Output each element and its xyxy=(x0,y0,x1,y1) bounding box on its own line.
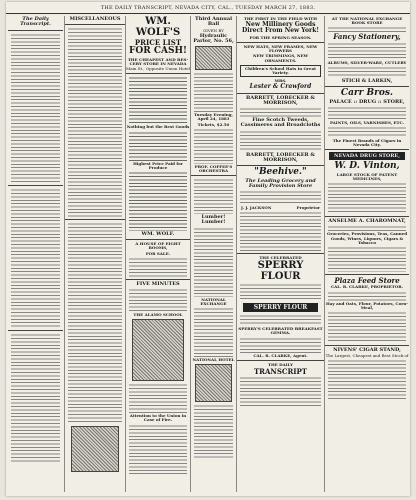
plaza-feed-store: Plaza Feed Store xyxy=(334,276,400,286)
nivens-heading: NIVENS' CIGAR STAND, xyxy=(333,346,401,353)
mail-line: Attention to the Union in Case of Fire. xyxy=(129,413,187,423)
daily-label: THE DAILY xyxy=(267,361,294,367)
for-sale-heading: FOR SALE. xyxy=(145,250,171,256)
sperry-intro: THE CELEBRATED xyxy=(259,255,302,261)
article-text xyxy=(194,128,233,164)
jackson-name: J. J. JACKSON xyxy=(241,205,272,211)
article-text xyxy=(240,130,321,152)
barrett-footer: BARRETT, LOBECKER & MORRISON, xyxy=(246,151,315,163)
article-text xyxy=(328,225,406,231)
ball-date: Tuesday Evening, April 24, 1883 xyxy=(194,112,233,122)
vinton-heading: W. D. Vinton, xyxy=(334,161,400,172)
article-text xyxy=(129,383,187,413)
jackson-row xyxy=(241,205,320,210)
beehive-subheading: The Leading Grocery and Family Provision Store xyxy=(245,177,316,189)
for-cash-heading: FOR CASH! xyxy=(129,46,187,57)
groceries-line: Groceries, Provisions, Teas, Canned Goods, Wines, Liquors, Cigars & Tobacco xyxy=(326,231,408,245)
wolf-note: Nothing but the Best Goods xyxy=(126,124,190,130)
barrett-heading: BARRETT, LOBECKER & MORRISON, xyxy=(246,94,315,106)
lumber-heading: Lumber! Lumber! xyxy=(201,214,226,226)
article-text xyxy=(68,27,122,217)
article-text xyxy=(240,283,321,301)
newspaper-page xyxy=(6,2,410,496)
beehive-heading: "Beehive." xyxy=(254,167,307,178)
wolf-note-2: Highest Price Paid for Produce xyxy=(133,160,183,170)
price-list-heading: PRICE LIST xyxy=(134,38,182,47)
lester-crawford: Lester & Crawford xyxy=(249,83,312,91)
hotel-heading: NATIONAL HOTEL xyxy=(192,357,235,362)
article-text xyxy=(129,288,187,312)
article-text xyxy=(328,246,406,272)
wolf-name: WM. WOLF'S xyxy=(135,16,181,38)
proprietor-label: Proprietor xyxy=(296,205,320,211)
children-hats-box: Children's School Hats in Great Variety. xyxy=(240,65,321,77)
article-text xyxy=(328,311,406,343)
millinery-intro: THE FIRST IN THE FIELD WITH xyxy=(243,16,318,21)
article-text xyxy=(129,257,187,277)
ball-title: Third Annual Ball xyxy=(194,16,233,28)
article-text xyxy=(328,126,406,138)
column-2 xyxy=(64,16,125,492)
article-text xyxy=(240,211,321,251)
nevada-drug-store-banner: NEVADA DRUG STORE, xyxy=(329,152,405,160)
article-text xyxy=(194,307,233,357)
mrs-label: MRS. xyxy=(274,78,287,84)
nivens-subheading: The Largest, Cheapest and Best Stock of xyxy=(325,353,409,359)
article-text xyxy=(194,178,233,214)
palace-drug-store: PALACE :: DRUG :: STORE, xyxy=(329,98,405,105)
article-text xyxy=(68,222,122,422)
wolf-address: Main St., Opposite Union Hotel xyxy=(126,66,190,72)
orchestra-line: PROF. COFFEE'S ORCHESTRA xyxy=(194,163,233,173)
article-text xyxy=(328,42,406,60)
albums-line: ALBUMS, SILVER-WARE, CUTLERY xyxy=(327,59,407,65)
paints-line: PAINTS, OILS, VARNISHES, ETC. xyxy=(329,119,405,125)
house-heading: A HOUSE OF EIGHT ROOMS, xyxy=(135,241,181,251)
sperry-flour-heading: SPERRY FLOUR xyxy=(257,260,304,282)
price-list xyxy=(129,131,187,161)
grafenuss-advertisement-image xyxy=(71,426,119,472)
bookstore-heading: AT THE NATIONAL EXCHANGE BOOK STORE xyxy=(331,16,403,26)
price-list xyxy=(129,76,187,124)
article-text xyxy=(328,182,406,214)
price-list xyxy=(129,171,187,231)
article-text xyxy=(328,359,406,399)
article-text xyxy=(240,107,321,117)
ball-hall: Hydraulic Parlor, No. 56, xyxy=(193,32,234,44)
trimmings-line: NEW TRIMMINGS, NEW ORNAMENTS. xyxy=(252,53,309,63)
article-text xyxy=(240,314,321,326)
alamo-heading: THE ALAMO SCHOOL xyxy=(133,311,183,317)
plaza-proprietor: CAL. R. CLARKE, PROPRIETOR. xyxy=(331,284,403,290)
article-text xyxy=(328,26,406,32)
column-2-heading: MISCELLANEOUS xyxy=(69,16,121,22)
column-4 xyxy=(190,16,236,492)
wolf-footer: WM. WOLF. xyxy=(141,230,175,237)
article-text xyxy=(194,227,233,297)
article-text xyxy=(129,424,187,474)
five-minutes-heading: FIVE MINUTES xyxy=(136,280,180,287)
article-text xyxy=(240,337,321,353)
clarke-agent: CAL. R. CLARKE, Agent. xyxy=(253,352,308,358)
article-text xyxy=(11,333,60,463)
column-5 xyxy=(236,16,324,492)
article-text xyxy=(328,66,406,78)
patent-medicines: LARGE STOCK OF PATENT MEDICINES, xyxy=(336,171,398,182)
carr-bros: Carr Bros. xyxy=(340,88,394,99)
hay-oats-line: Hay and Oats, Flour, Potatoes, Corn-Meal, xyxy=(326,300,408,310)
article-text xyxy=(240,190,321,204)
article-text xyxy=(240,376,321,406)
sperry-gemma: SPERRY'S CELEBRATED BREAKFAST GEMMA. xyxy=(238,326,323,336)
exchange-heading: NATIONAL EXCHANGE xyxy=(200,296,227,306)
column-1-heading: The Daily Transcript. xyxy=(20,16,51,28)
article-text xyxy=(194,72,233,112)
column-6 xyxy=(324,16,409,492)
tweeds-heading: Fine Scotch Tweeds, Cassimeres and Broadcloths xyxy=(240,117,321,129)
ball-tickets: Tickets, $2.50 xyxy=(197,121,230,127)
article-text xyxy=(11,33,60,183)
alamo-engraving xyxy=(132,319,184,381)
anselme-heading: ANSELME A. CHAROMNAT, xyxy=(328,218,406,225)
ball-engraving xyxy=(195,46,232,70)
hats-line: NEW HATS, NEW FRAMES, NEW FLOWERS xyxy=(243,43,318,54)
hotel-engraving xyxy=(195,364,232,402)
spring-season: FOR THE SPRING SEASON. xyxy=(249,34,312,40)
article-text xyxy=(194,404,233,458)
ball-subtitle: GIVEN BY xyxy=(203,27,224,33)
fancy-stationery: Fancy Stationery, xyxy=(333,32,401,42)
article-text xyxy=(328,106,406,120)
column-1 xyxy=(8,16,63,492)
millinery-heading: New Millinery Goods Direct From New York! xyxy=(241,21,319,35)
column-3 xyxy=(125,16,190,492)
wolf-subheading: THE CHEAPEST AND BES- CERY STORE IN NEVADA xyxy=(127,56,189,66)
transcript-heading: TRANSCRIPT xyxy=(253,366,308,376)
cigars-line: The Finest Brands of Cigars in Nevada City. xyxy=(332,138,402,148)
stich-larkin: STICH & LARKIN, xyxy=(341,77,393,84)
article-text xyxy=(11,188,60,328)
article-text xyxy=(328,291,406,301)
masthead: THE DAILY TRANSCRIPT, NEVADA CITY, CAL., TUESDAY MARCH 27, 1883. xyxy=(6,3,410,14)
sperry-flour-banner: SPERRY FLOUR xyxy=(243,303,318,312)
